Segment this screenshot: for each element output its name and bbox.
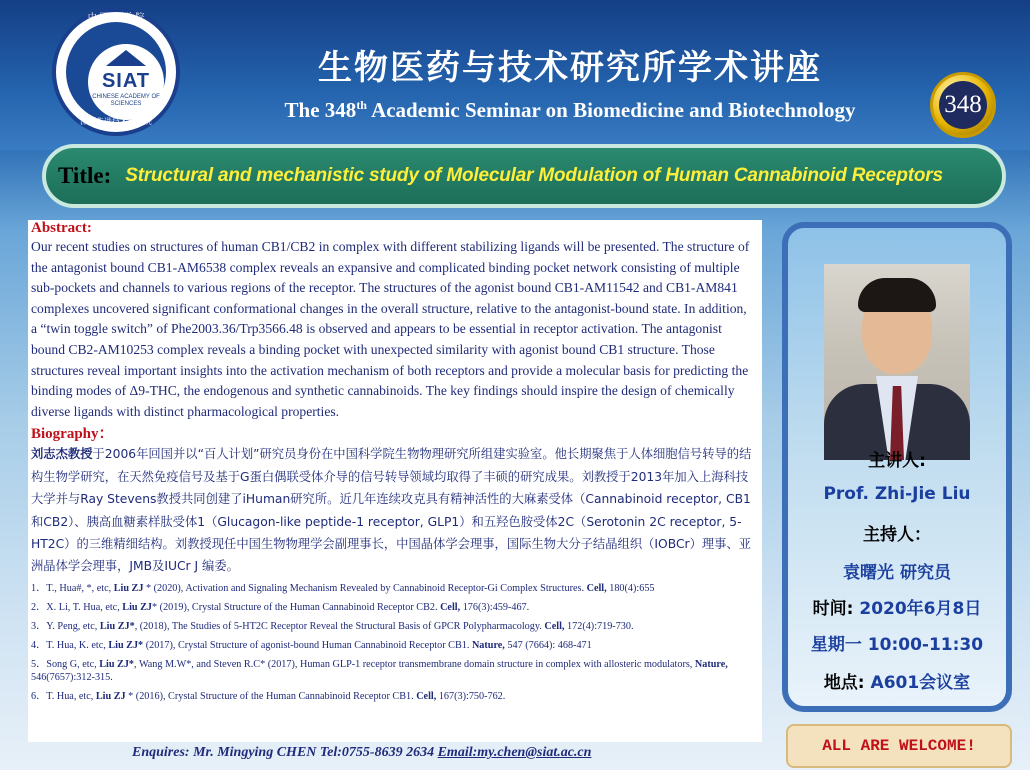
logo-roof-icon bbox=[106, 50, 146, 66]
biography-heading-text: Biography bbox=[31, 426, 99, 443]
main-content-panel bbox=[28, 220, 762, 742]
photo-hair bbox=[858, 278, 936, 312]
biography-body: 于2006年回国并以“百人计划”研究员身份在中国科学院生物物理研究所组建实验室。他长期聚焦于人体细胞信号转导的结构生物学研究，在天然免疫信号及基于G蛋白偶联受体介导的信号转导领域均取得了丰硕的研究成果。刘教授于2013年加入上海科技大学并与Ray Stevens教授共同创建了iHuman研究所。近几年连续攻克具有精神活性的大麻素受体（Cannabinoid receptor, CB1和CB2）、胰高血糖素样肽受体1（Glucagon-like peptide-1 receptor, GLP1）和五羟色胺受体2C（Serotonin 2C receptor, 5-HT2C）的三维精细结构。刘教授现任中国生物物理学会副理事长，中国晶体学会理事，国际生物大分子结晶组织（IOBCr）理事、亚洲晶体学会理事，JMB及IUCr J 编委。 bbox=[31, 447, 752, 574]
logo-name: SIAT bbox=[101, 70, 151, 92]
welcome-banner: ALL ARE WELCOME! bbox=[786, 724, 1012, 768]
time-label: 时间: bbox=[812, 599, 860, 619]
abstract-text: Our recent studies on structures of human CB1/CB2 in complex with different stabilizing ligands will be presented. The structure of the antagonist bound CB1-AM6538 complex reveals an expansive and complicated binding pocket network consisting of multiple sub-pockets and channels to various regions of the receptor. The structures of the agonist bound CB1-AM11542 and CB1-AM841 complexes uncovered significant conformational changes in the overall structure, relative to the antagonist-bound state. In addition, a “twin toggle switch” of Phe2003.36/Trp3566.48 is observed and appears to be essential in receptor activation. The antagonist bound CB2-AM10253 complex reveals a binding pocket with unexpected similarity with agonist bound CB1 structure. Those structures reveal important insights into the activation mechanism of both receptors and provide a molecular basis for predicting the binding modes of Δ9-THC, the endogenous and synthetic cannabinoids. The key findings should inspire the design of chemically diverse ligands with distinct pharmacological properties. bbox=[31, 239, 750, 419]
badge-number: 348 bbox=[939, 81, 987, 129]
contact-footer bbox=[132, 745, 772, 761]
title-label: Title: bbox=[58, 163, 112, 188]
host-label: 主持人： bbox=[863, 525, 931, 545]
day-time: 星期一 10:00-11:30 bbox=[810, 635, 984, 655]
place-label: 地点: bbox=[823, 673, 871, 693]
reference-item: 5．Song G, etc, Liu ZJ*, Wang M.W*, and Steven R.C* (2017), Human GLP-1 receptor transmembrane domain structure in complex with allosteric modulators, Nature, 546(7657):312-315. bbox=[31, 658, 728, 683]
reference-item: 4．T. Hua, K. etc, Liu ZJ* (2017), Crystal Structure of agonist-bound Human Cannabinoid Receptor CB1. Nature, 547 (7664): 468-471 bbox=[31, 639, 592, 651]
logo-top-text: 中 国 科 学 院 bbox=[87, 13, 145, 23]
abstract-heading: Abstract: bbox=[31, 220, 92, 236]
speaker-photo bbox=[824, 264, 970, 460]
speaker-label: 主讲人: bbox=[868, 451, 926, 471]
biography-text bbox=[28, 443, 762, 577]
speaker-name: Prof. Zhi-Jie Liu bbox=[823, 484, 971, 504]
biography-heading-colon: ： bbox=[98, 426, 114, 443]
english-title-post: Academic Seminar on Biomedicine and Biotechnology bbox=[366, 98, 856, 122]
time-line bbox=[788, 594, 1006, 619]
logo-sub-text: CHINESE ACADEMY OF SCIENCES bbox=[92, 94, 160, 107]
english-title bbox=[200, 98, 940, 123]
footer-contact-text: Enquires: Mr. Mingying CHEN Tel:0755-8639 2634 bbox=[132, 745, 438, 760]
chinese-title: 生物医药与技术研究所学术讲座 bbox=[318, 48, 822, 88]
seminar-number-badge bbox=[930, 72, 996, 138]
english-title-pre: The 348 bbox=[284, 98, 357, 122]
time-value: 2020年6月8日 bbox=[859, 599, 982, 619]
siat-logo bbox=[52, 8, 180, 136]
host-name: 袁曙光 研究员 bbox=[843, 563, 951, 583]
reference-item: 3．Y. Peng, etc, Liu ZJ*, (2018), The Studies of 5-HT2C Receptor Reveal the Structural Basis of GPCR Polypharmacology. Cell, 172(4):719-730. bbox=[31, 620, 634, 632]
speaker-name-cn: 刘志杰教授 bbox=[31, 447, 93, 462]
talk-title: Structural and mechanistic study of Molecular Modulation of Human Cannabinoid Receptors bbox=[125, 165, 943, 186]
footer-email-link[interactable]: Email:my.chen@siat.ac.cn bbox=[437, 745, 592, 760]
place-value: A601会议室 bbox=[870, 673, 971, 693]
speaker-info-panel bbox=[782, 222, 1012, 712]
place-line bbox=[788, 668, 1006, 693]
logo-inner bbox=[88, 44, 164, 120]
reference-item: 2．X. Li, T. Hua, etc, Liu ZJ* (2019), Crystal Structure of the Human Cannabinoid Receptor CB2. Cell, 176(3):459-467. bbox=[31, 601, 530, 613]
english-title-sup: th bbox=[356, 98, 367, 112]
reference-item: 1．T., Hua#, *, etc, Liu ZJ * (2020), Activation and Signaling Mechanism Revealed by Cannabinoid Receptor-Gi Complex Structures. Cell, 180(4):655 bbox=[31, 582, 655, 594]
logo-bottom-text: 深圳先进技术研究院 bbox=[80, 117, 152, 126]
talk-title-bar bbox=[42, 144, 1006, 208]
biography-heading bbox=[28, 422, 762, 443]
logo-ring bbox=[66, 22, 166, 122]
reference-list bbox=[28, 582, 762, 703]
reference-item: 6．T. Hua, etc, Liu ZJ * (2016), Crystal Structure of the Human Cannabinoid Receptor CB1. Cell, 167(3):750-762. bbox=[31, 690, 506, 702]
